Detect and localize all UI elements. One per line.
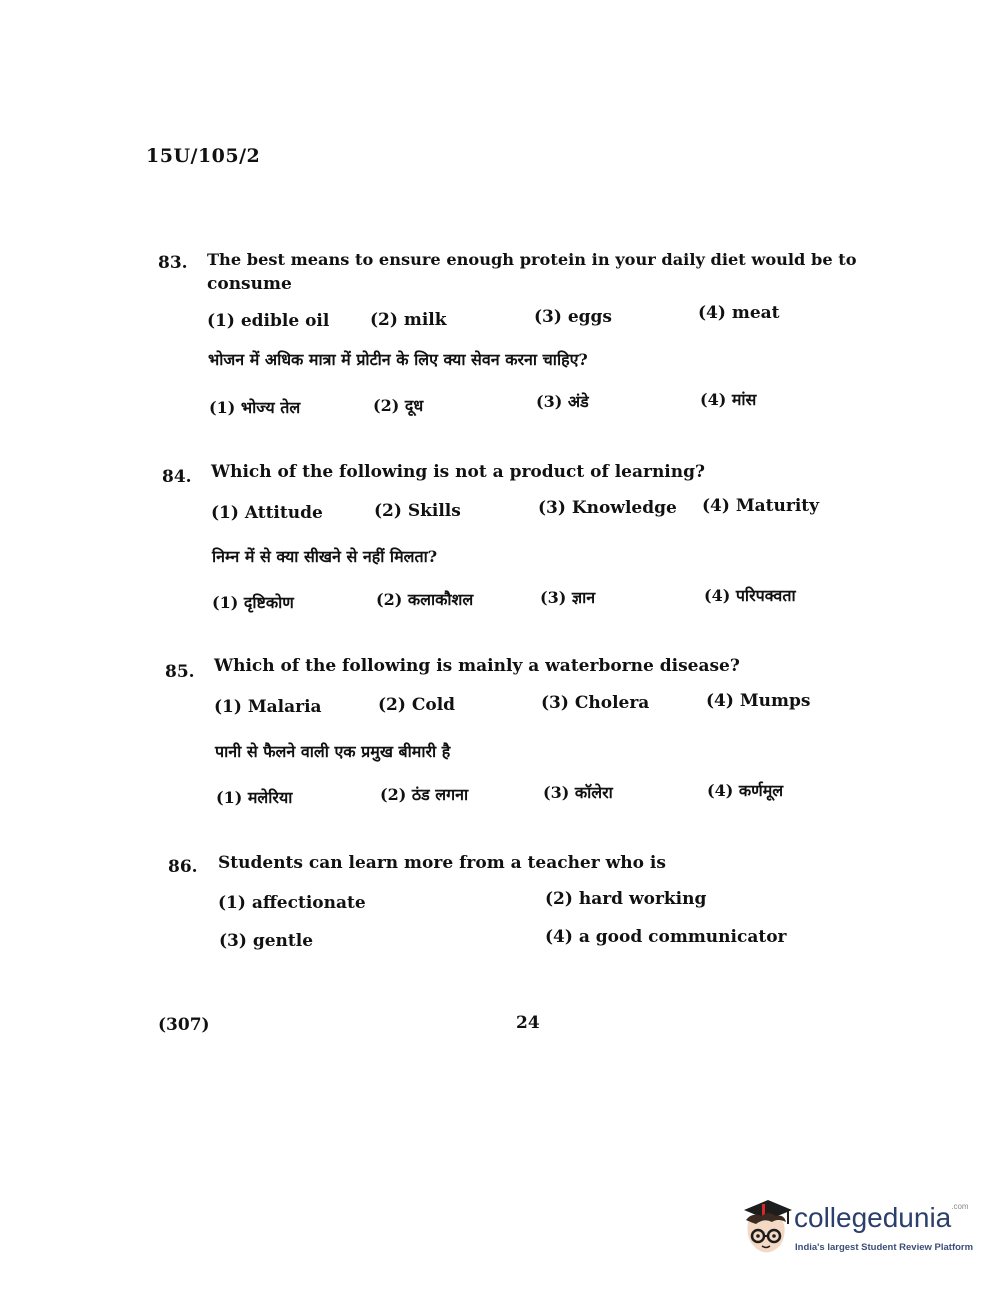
option-2: (2) milk (370, 310, 447, 330)
question-text: Students can learn more from a teacher who is (218, 853, 666, 873)
option-4: (4) meat (698, 303, 780, 323)
option-1: (1) edible oil (207, 311, 330, 331)
question-number: 83. (158, 253, 188, 273)
option-2: (2) hard working (545, 889, 707, 909)
option-3: (3) Knowledge (538, 498, 677, 518)
hindi-option-3: (3) कॉलेरा (543, 783, 613, 802)
question-text-cont: consume (207, 274, 292, 294)
footer-code: (307) (158, 1015, 210, 1035)
option-4: (4) a good communicator (545, 927, 787, 947)
collegedunia-watermark (738, 1196, 974, 1264)
hindi-option-4: (4) मांस (700, 390, 757, 409)
graduate-mascot-icon (738, 1196, 794, 1264)
hindi-option-2: (2) दूध (373, 396, 424, 415)
option-3: (3) Cholera (541, 693, 650, 713)
hindi-question: भोजन में अधिक मात्रा में प्रोटीन के लिए क्या सेवन करना चाहिए? (208, 350, 588, 369)
hindi-option-1: (1) भोज्य तेल (209, 398, 301, 417)
question-number: 86. (168, 857, 198, 877)
option-2: (2) Skills (374, 501, 461, 521)
option-1: (1) Attitude (211, 503, 323, 523)
option-4: (4) Mumps (706, 691, 811, 711)
hindi-option-4: (4) परिपक्वता (704, 586, 796, 605)
option-1: (1) affectionate (218, 893, 366, 913)
hindi-question: पानी से फैलने वाली एक प्रमुख बीमारी है (215, 742, 451, 761)
hindi-option-4: (4) कर्णमूल (707, 781, 784, 800)
page-number: 24 (516, 1013, 540, 1033)
hindi-option-3: (3) अंडे (536, 392, 589, 411)
option-1: (1) Malaria (214, 697, 322, 717)
question-text: Which of the following is not a product of learning? (211, 462, 705, 482)
question-text: Which of the following is mainly a waterborne disease? (214, 656, 740, 676)
paper-code: 15U/105/2 (146, 145, 261, 167)
option-3: (3) gentle (219, 931, 314, 951)
option-2: (2) Cold (378, 695, 456, 715)
option-3: (3) eggs (534, 307, 612, 327)
hindi-option-1: (1) मलेरिया (216, 788, 293, 807)
hindi-question: निम्न में से क्या सीखने से नहीं मिलता? (212, 547, 438, 566)
question-number: 85. (165, 662, 195, 682)
brand-name: collegedunia$^{.com}$ (794, 1202, 969, 1233)
hindi-option-2: (2) कलाकौशल (376, 590, 474, 609)
question-number: 84. (162, 467, 192, 487)
hindi-option-2: (2) ठंड लगना (380, 785, 469, 804)
hindi-option-1: (1) दृष्टिकोण (212, 593, 294, 612)
hindi-option-3: (3) ज्ञान (540, 588, 596, 607)
question-text: The best means to ensure enough protein in your daily diet would be to (207, 250, 857, 269)
brand-tagline: India's largest Student Review Platform (795, 1242, 974, 1253)
option-4: (4) Maturity (702, 496, 820, 516)
